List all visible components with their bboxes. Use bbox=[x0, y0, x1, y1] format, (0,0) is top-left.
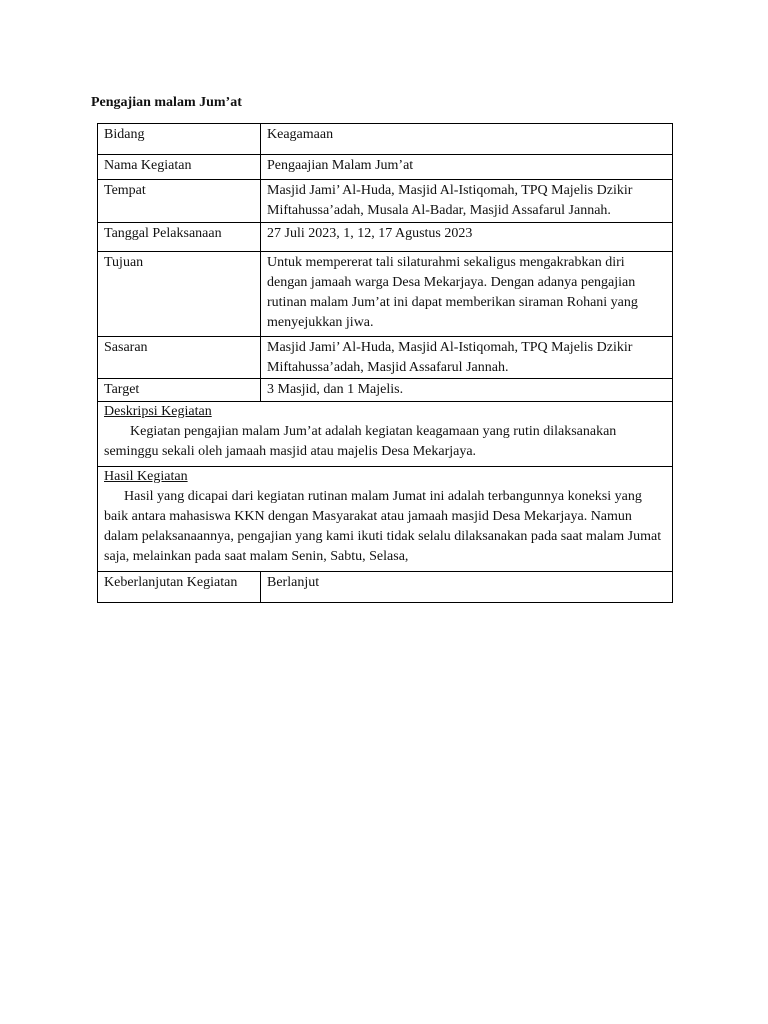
label-sasaran: Sasaran bbox=[104, 340, 148, 355]
table-row-keberlanjutan bbox=[98, 572, 673, 603]
value-keberlanjutan: Berlanjut bbox=[267, 575, 320, 590]
label-bidang: Bidang bbox=[104, 127, 145, 142]
value-tempat: Masjid Jami’ Al-Huda, Masjid Al-Istiqomah, TPQ Majelis Dzikir Miftahussa’adah, Musala Al-Badar, Masjid Assafarul Jannah. bbox=[267, 183, 633, 218]
row-value bbox=[261, 180, 673, 223]
value-sasaran: Masjid Jami’ Al-Huda, Masjid Al-Istiqomah, TPQ Majelis Dzikir Miftahussa’adah, Masjid Assafarul Jannah. bbox=[267, 340, 633, 375]
table-row-hasil bbox=[98, 467, 673, 572]
activity-table bbox=[97, 123, 673, 603]
table-row-nama-kegiatan bbox=[98, 155, 673, 180]
table-row-tanggal bbox=[98, 223, 673, 252]
result-text: Hasil yang dicapai dari kegiatan rutinan malam Jumat ini adalah terbangunnya koneksi yang baik antara mahasiswa KKN dengan Masyarakat atau jamaah masjid Desa Mekarjaya. Namun dalam pelaksanaannya, pengajian yang kami ikuti tidak selalu dilaksanakan pada saat malam Jumat saja, melainkan pada saat malam Senin, Sabtu, Selasa, bbox=[104, 489, 662, 564]
row-value bbox=[261, 223, 673, 252]
table-row-deskripsi bbox=[98, 402, 673, 467]
row-value bbox=[261, 155, 673, 180]
page-title: Pengajian malam Jum’at bbox=[91, 95, 242, 110]
value-tujuan: Untuk mempererat tali silaturahmi sekaligus mengakrabkan diri dengan jamaah warga Desa Mekarjaya. Dengan adanya pengajian rutinan malam Jum’at ini dapat memberikan siraman Rohani yang menyejukkan jiwa. bbox=[267, 255, 638, 330]
table-row-tempat bbox=[98, 180, 673, 223]
label-tempat: Tempat bbox=[104, 183, 146, 198]
row-label bbox=[98, 223, 261, 252]
label-target: Target bbox=[104, 382, 140, 397]
row-value bbox=[261, 337, 673, 379]
row-value bbox=[261, 124, 673, 155]
label-tanggal: Tanggal Pelaksanaan bbox=[104, 226, 222, 241]
value-nama-kegiatan: Pengaajian Malam Jum’at bbox=[267, 158, 414, 173]
table-row-sasaran bbox=[98, 337, 673, 379]
row-label bbox=[98, 155, 261, 180]
table-row-target bbox=[98, 379, 673, 402]
value-tanggal: 27 Juli 2023, 1, 12, 17 Agustus 2023 bbox=[267, 226, 473, 241]
row-label bbox=[98, 572, 261, 603]
row-value bbox=[261, 379, 673, 402]
description-heading: Deskripsi Kegiatan bbox=[104, 404, 212, 419]
label-nama-kegiatan: Nama Kegiatan bbox=[104, 158, 192, 173]
row-value bbox=[261, 572, 673, 603]
row-value bbox=[261, 252, 673, 337]
value-bidang: Keagamaan bbox=[267, 127, 334, 142]
row-label bbox=[98, 124, 261, 155]
result-cell bbox=[98, 467, 673, 572]
label-keberlanjutan: Keberlanjutan Kegiatan bbox=[104, 575, 238, 590]
table-row-bidang bbox=[98, 124, 673, 155]
row-label bbox=[98, 337, 261, 379]
row-label bbox=[98, 180, 261, 223]
result-heading: Hasil Kegiatan bbox=[104, 469, 188, 484]
table-row-tujuan bbox=[98, 252, 673, 337]
row-label bbox=[98, 379, 261, 402]
value-target: 3 Masjid, dan 1 Majelis. bbox=[267, 382, 404, 397]
description-cell bbox=[98, 402, 673, 467]
description-text: Kegiatan pengajian malam Jum’at adalah kegiatan keagamaan yang rutin dilaksanakan seminggu sekali oleh jamaah masjid atau majelis Desa Mekarjaya. bbox=[104, 424, 617, 459]
row-label bbox=[98, 252, 261, 337]
label-tujuan: Tujuan bbox=[104, 255, 144, 270]
